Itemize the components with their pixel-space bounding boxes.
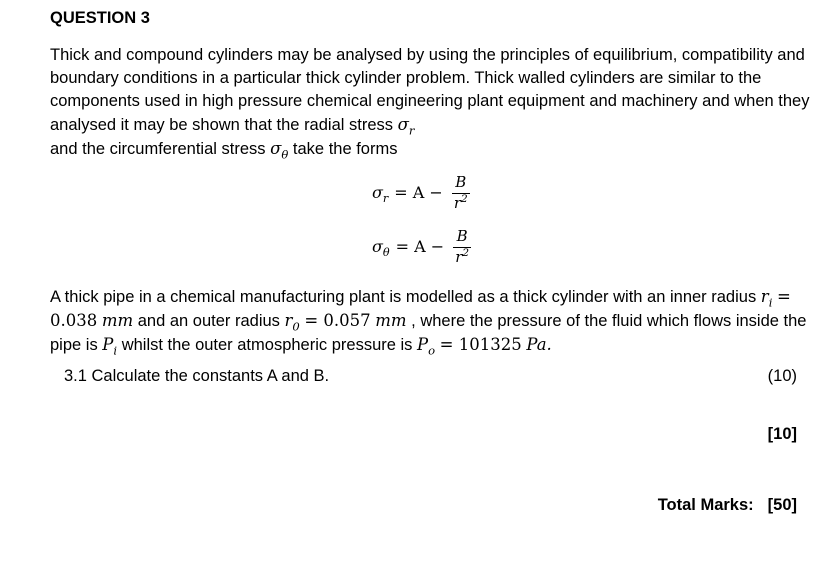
outer-radius-unit: mm [375, 311, 407, 330]
outer-pressure-value: = 101325 [439, 335, 522, 354]
inner-pressure-symbol: $P_i$ [102, 335, 118, 358]
outer-radius-symbol: $r_0$ [284, 311, 300, 334]
inner-radius-value: = 0.038 [50, 287, 791, 330]
circumferential-stress-symbol: $\sigma_\theta$ [270, 139, 289, 162]
intro-end-text: take the forms [292, 140, 398, 158]
subtotal-marks: [10] [767, 425, 797, 443]
sub-question-3-1: 3.1 Calculate the constants A and B. [64, 367, 330, 385]
inner-radius-symbol: $r_i$ [760, 287, 773, 310]
intro-mid-text: and the circumferential stress [50, 140, 266, 158]
total-marks [658, 496, 797, 515]
intro-text: Thick and compound cylinders may be analysed by using the principles of equilibrium, compatibility and boundary conditions in a particular thick cylinder problem. Thick walled cylinders are similar to the components used in high pressure chemical engineering plant equipment and machinery and when they analysed it may be shown that the radial stress [50, 46, 810, 134]
outer-radius-value: = 0.057 [304, 311, 371, 330]
radial-stress-symbol: $\sigma_r$ [397, 115, 415, 138]
outer-pressure-unit: Pa. [526, 335, 552, 354]
problem-paragraph: A thick pipe in a chemical manufacturing plant is modelled as a thick cylinder with an inner radius $r_i = 0.038$ mm and an outer radius $r_0 = 0.057$ mm , where the pressure of the fluid which flows inside the pipe is $P_i$ whilst the outer atmospheric pressure is $P_o = 101325$ Pa. [50, 287, 807, 358]
total-marks-value: [50] [767, 496, 797, 514]
outer-pressure-symbol: $P_o$ [417, 335, 436, 358]
circumferential-stress-equation: $\sigma_\theta$ = A − $\frac{B}{r^2}$ [372, 227, 470, 266]
inner-radius-unit: mm [101, 311, 134, 330]
sub-question-marks: (10) [767, 367, 797, 385]
radial-stress-equation: $\sigma_r$ = A − $\frac{B}{r^2}$ [372, 173, 468, 212]
intro-paragraph [50, 44, 810, 161]
question-heading: QUESTION 3 [50, 9, 150, 27]
total-marks-label: Total Marks: [657, 496, 754, 514]
